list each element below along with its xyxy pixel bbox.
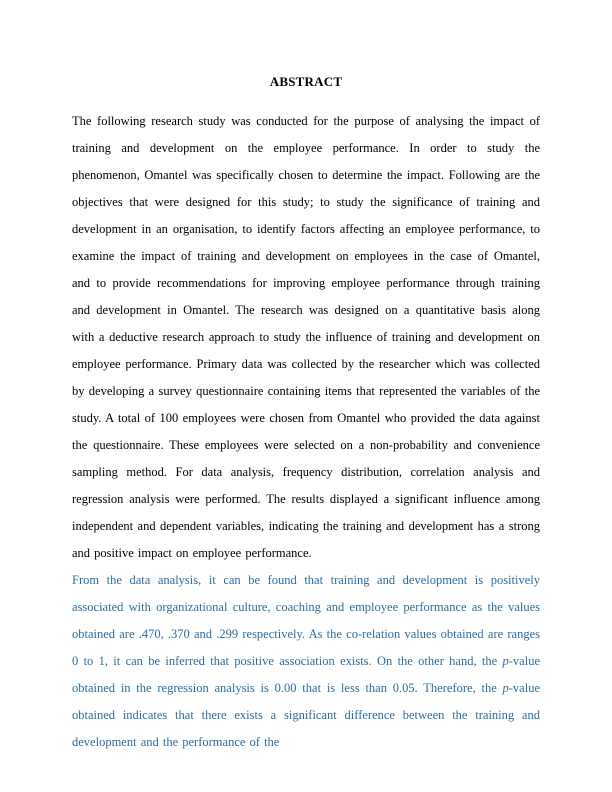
italic-text-run: p bbox=[502, 654, 509, 668]
text-run: From the data analysis, it can be found that training and development is positively associated with organizational culture, coaching and employee performance as the values obtained are .470, .370 and .299 respectively. As the co-relation values obtained are ranges 0 to 1, it can be inferred that positive association exists. On the other hand, the bbox=[72, 573, 540, 668]
text-run: -value obtained in the regression analysis is 0.00 that is less than 0.05. Therefore, the bbox=[72, 654, 540, 695]
italic-text-run: p bbox=[502, 681, 509, 695]
text-run: The following research study was conducted for the purpose of analysing the impact of training and development on the employee performance. In order to study the phenomenon, Omantel was specifically chosen to determine the impact. Following are the objectives that were designed for this study; to study the significance of training and development in an organisation, to identify factors affecting an employee performance, to examine the impact of training and development on employees in the case of Omantel, and to provide recommendations for improving employee performance through training and development in Omantel. The research was designed on a quantitative basis along with a deductive research approach to study the influence of training and development on employee performance. Primary data was collected by the researcher which was collected by developing a survey questionnaire containing items that represented the variables of the study. A total of 100 employees were chosen from Omantel who provided the data against the questionnaire. These employees were selected on a non-probability and convenience sampling method. For data analysis, frequency distribution, correlation analysis and regression analysis were performed. The results displayed a significant influence among independent and dependent variables, indicating the training and development has a strong and positive impact on employee performance. bbox=[72, 114, 540, 560]
abstract-paragraph-main bbox=[72, 108, 540, 567]
text-run: -value obtained indicates that there exists a significant difference between the training and development and the performance of the bbox=[72, 681, 540, 749]
abstract-heading: ABSTRACT bbox=[269, 74, 343, 89]
abstract-paragraph-findings bbox=[72, 567, 540, 756]
abstract-section bbox=[72, 68, 540, 756]
